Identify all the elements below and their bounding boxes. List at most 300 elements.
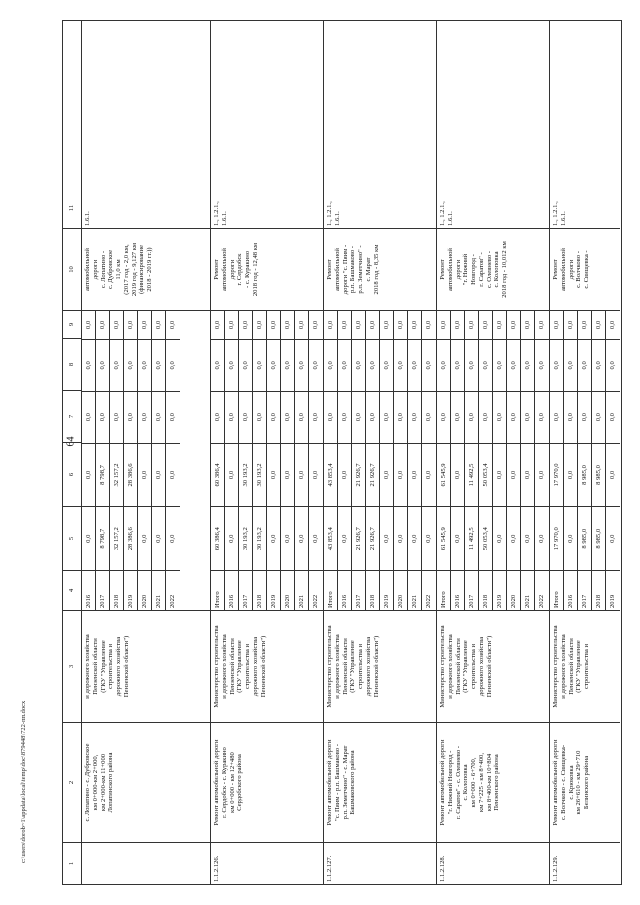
funding-year-row [479,311,493,610]
year-cell: Итого [324,570,337,610]
year-cell: 2018 [479,570,492,610]
column-number-header [63,21,82,884]
other-sources-cell: 0,0 [523,320,531,330]
other-sources-cell: 0,0 [283,320,291,330]
other-sources-cell: 0,0 [154,320,162,330]
other-sources-cell: 0,0 [340,320,348,330]
federal-budget-cell: 0,0 [422,391,436,443]
total-amount-cell: 0,0 [408,506,421,570]
activity-name-cell: Ремонт автомобильной дороги с. Волчково - с. Свищевка- с. Крюковка км 26+610 - км 29+710 Белинского района [550,722,620,842]
year-cell: 2019 [493,570,506,610]
regional-budget-cell: 0,0 [380,443,393,507]
year-cell: 2019 [267,570,280,610]
federal-budget-cell: 0,0 [338,391,351,443]
regional-budget-cell: 0,0 [606,443,620,507]
federal-budget-cell: 0,0 [211,391,224,443]
indicator-reference-cell: 1., 1.2.1., 1.6.1. [326,201,341,226]
program-table [62,20,622,885]
year-cell: 2019 [124,570,137,610]
column-header: 2 [63,722,81,842]
funding-year-row [352,311,366,610]
document-file-path: c:\users\dorob~1\appdata\local\temp\doc\879448\722-пп.docx [20,700,27,863]
column-header: 10 [63,228,81,310]
funding-year-row [211,311,225,610]
funding-year-row [366,311,380,610]
year-cell: 2018 [592,570,605,610]
local-budget-cell: 0,0 [225,339,238,391]
funding-by-year-block [211,310,323,610]
other-sources-cell: 0,0 [552,320,560,330]
total-amount-cell: 8 985,0 [578,506,591,570]
year-cell: 2018 [366,570,379,610]
page-number: 64 [65,436,77,447]
local-budget-cell: 0,0 [592,339,605,391]
regional-budget-cell: 30 193,2 [239,443,252,507]
local-budget-cell: 0,0 [422,339,436,391]
executor-cell: Министерство строительства и дорожного хозяйства Пензенской области (ГКУ "Управление строительства и дорожного хозяйства Пензенской области") [324,610,436,722]
local-budget-cell: 0,0 [550,339,563,391]
funding-year-row [507,311,521,610]
regional-budget-cell: 11 492,5 [465,443,478,507]
local-budget-cell: 0,0 [380,339,393,391]
funding-year-row [521,311,535,610]
year-cell: 2018 [110,570,123,610]
total-amount-cell: 0,0 [82,506,95,570]
regional-budget-cell: 8 798,7 [96,443,109,507]
regional-budget-cell: 0,0 [281,443,294,507]
federal-budget-cell: 0,0 [408,391,421,443]
regional-budget-cell: 32 157,2 [110,443,123,507]
executor-cell: Министерство строительства и дорожного хозяйства Пензенской области (ГКУ "Управление строительства и дорожного хозяйства Пензенской области") [437,610,549,722]
total-amount-cell: 0,0 [295,506,308,570]
year-cell: Итого [211,570,224,610]
total-amount-cell: 43 853,4 [324,506,337,570]
federal-budget-cell: 0,0 [166,391,180,443]
indicator-reference-cell: 1.6.1. [84,211,91,226]
other-sources-cell: 0,0 [98,320,106,330]
regional-budget-cell: 61 545,9 [437,443,450,507]
year-cell: 2022 [309,570,323,610]
total-amount-cell: 0,0 [380,506,393,570]
year-cell: 2021 [408,570,421,610]
indicator-reference-cell: 1., 1.2.1., 1.6.1. [552,201,567,226]
funding-year-row [550,311,564,610]
funding-year-row [408,311,422,610]
expected-result-cell: Ремонт автомобильной дороги с. Волчково - с. Свищевка - [550,228,620,310]
federal-budget-cell: 0,0 [309,391,323,443]
local-budget-cell: 0,0 [324,339,337,391]
local-budget-cell: 0,0 [152,339,165,391]
federal-budget-cell: 0,0 [394,391,407,443]
column-header: 5 [63,506,81,570]
regional-budget-cell: 0,0 [338,443,351,507]
local-budget-cell: 0,0 [110,339,123,391]
column-header: 1 [63,842,81,884]
funding-year-row [267,311,281,610]
activity-name-cell: Ремонт автомобильной дороги г. Сердобск - с. Куракино км 0+000 - км 12+480 Сердобского района [211,722,323,842]
other-sources-cell: 0,0 [241,320,249,330]
other-sources-cell: 0,0 [140,320,148,330]
funding-year-row [253,311,267,610]
federal-budget-cell: 0,0 [253,391,266,443]
local-budget-cell: 0,0 [253,339,266,391]
funding-year-row [124,311,138,610]
local-budget-cell: 0,0 [281,339,294,391]
other-sources-cell: 0,0 [509,320,517,330]
table-row [211,21,324,884]
local-budget-cell: 0,0 [366,339,379,391]
local-budget-cell: 0,0 [507,339,520,391]
federal-budget-cell: 0,0 [324,391,337,443]
total-amount-cell: 0,0 [422,506,436,570]
total-amount-cell: 30 193,2 [253,506,266,570]
activity-name-cell: Ремонт автомобильной дороги "с. Пяим - р.п. Башмаково - р.п. Земетчино" - с. Марат Башмаковского района [324,722,436,842]
regional-budget-cell: 0,0 [225,443,238,507]
total-amount-cell: 0,0 [493,506,506,570]
federal-budget-cell: 0,0 [352,391,365,443]
federal-budget-cell: 0,0 [96,391,109,443]
year-cell: 2016 [338,570,351,610]
column-header: 4 [63,570,81,610]
item-number-cell [82,842,210,884]
column-header: 9 [63,310,81,338]
local-budget-cell: 0,0 [138,339,151,391]
total-amount-cell: 0,0 [451,506,464,570]
other-sources-cell: 0,0 [382,320,390,330]
total-amount-cell: 61 545,9 [437,506,450,570]
total-amount-cell: 0,0 [152,506,165,570]
other-sources-cell: 0,0 [609,320,617,330]
local-budget-cell: 0,0 [166,339,180,391]
funding-year-row [451,311,465,610]
year-cell: 2021 [521,570,534,610]
total-amount-cell: 17 970,0 [550,506,563,570]
total-amount-cell: 8 798,7 [96,506,109,570]
federal-budget-cell: 0,0 [535,391,549,443]
local-budget-cell: 0,0 [479,339,492,391]
federal-budget-cell: 0,0 [578,391,591,443]
other-sources-cell: 0,0 [425,320,433,330]
total-amount-cell: 0,0 [507,506,520,570]
funding-year-row [338,311,352,610]
year-cell: 2017 [239,570,252,610]
total-amount-cell: 60 386,4 [211,506,224,570]
funding-year-row [96,311,110,610]
local-budget-cell: 0,0 [338,339,351,391]
funding-year-row [578,311,592,610]
local-budget-cell: 0,0 [493,339,506,391]
funding-year-row [82,311,96,610]
table-row [550,21,620,884]
year-cell: 2016 [225,570,238,610]
year-cell: 2019 [606,570,620,610]
regional-budget-cell: 0,0 [394,443,407,507]
other-sources-cell: 0,0 [255,320,263,330]
total-amount-cell: 50 053,4 [479,506,492,570]
year-cell: 2017 [578,570,591,610]
table-row [324,21,437,884]
funding-year-row [394,311,408,610]
other-sources-cell: 0,0 [312,320,320,330]
year-cell: 2020 [394,570,407,610]
funding-year-row [324,311,338,610]
other-sources-cell: 0,0 [227,320,235,330]
activity-name-cell: с. Лопатино - с. Дубровское км 0+000-км 2+000, км 2+000-км 11+000 Лопатинского района [82,722,210,842]
table-body [82,21,620,884]
year-cell: 2020 [507,570,520,610]
other-sources-cell: 0,0 [213,320,221,330]
local-budget-cell: 0,0 [535,339,549,391]
other-sources-cell: 0,0 [354,320,362,330]
total-amount-cell: 21 926,7 [352,506,365,570]
year-cell: 2020 [138,570,151,610]
federal-budget-cell: 0,0 [451,391,464,443]
total-amount-cell: 21 926,7 [366,506,379,570]
year-cell: 2020 [281,570,294,610]
federal-budget-cell: 0,0 [521,391,534,443]
total-amount-cell: 0,0 [394,506,407,570]
funding-by-year-block [437,310,549,610]
year-cell: 2022 [166,570,180,610]
regional-budget-cell: 21 926,7 [366,443,379,507]
funding-year-row [535,311,549,610]
indicator-reference-cell: 1., 1.2.1., 1.6.1. [213,201,228,226]
federal-budget-cell: 0,0 [380,391,393,443]
regional-budget-cell: 28 386,6 [124,443,137,507]
year-cell: 2017 [352,570,365,610]
executor-cell: и дорожного хозяйства Пензенской области (ГКУ "Управление строительства и дорожного хозяйства Пензенской области") [82,610,210,722]
expected-result-cell: Ремонт автомобильной дороги "г. Нижний Новгород - г. Саратов" - с. Олевнево - с. Колоповка 2018 год - 10,012 км [437,228,549,310]
funding-year-row [110,311,124,610]
regional-budget-cell: 0,0 [295,443,308,507]
total-amount-cell: 0,0 [267,506,280,570]
regional-budget-cell: 0,0 [408,443,421,507]
year-cell: 2017 [96,570,109,610]
regional-budget-cell: 0,0 [309,443,323,507]
federal-budget-cell: 0,0 [366,391,379,443]
other-sources-cell: 0,0 [538,320,546,330]
funding-year-row [239,311,253,610]
regional-budget-cell: 21 926,7 [352,443,365,507]
federal-budget-cell: 0,0 [465,391,478,443]
funding-by-year-block [324,310,436,610]
total-amount-cell: 0,0 [281,506,294,570]
year-cell: 2016 [82,570,95,610]
federal-budget-cell: 0,0 [606,391,620,443]
total-amount-cell: 8 985,0 [592,506,605,570]
federal-budget-cell: 0,0 [124,391,137,443]
regional-budget-cell: 0,0 [138,443,151,507]
total-amount-cell: 30 193,2 [239,506,252,570]
total-amount-cell: 28 386,6 [124,506,137,570]
other-sources-cell: 0,0 [368,320,376,330]
funding-by-year-block [550,310,620,610]
federal-budget-cell: 0,0 [564,391,577,443]
other-sources-cell: 0,0 [396,320,404,330]
year-cell: Итого [550,570,563,610]
other-sources-cell: 0,0 [297,320,305,330]
rotated-table-viewport [62,20,622,885]
total-amount-cell: 0,0 [606,506,620,570]
year-cell: 2016 [564,570,577,610]
item-number-cell: 1.1.2.126. [211,842,323,884]
total-amount-cell: 0,0 [521,506,534,570]
regional-budget-cell: 0,0 [267,443,280,507]
regional-budget-cell: 60 386,4 [211,443,224,507]
total-amount-cell: 0,0 [338,506,351,570]
local-budget-cell: 0,0 [408,339,421,391]
funding-year-row [281,311,295,610]
regional-budget-cell: 43 853,4 [324,443,337,507]
federal-budget-cell: 0,0 [82,391,95,443]
local-budget-cell: 0,0 [309,339,323,391]
total-amount-cell: 32 157,2 [110,506,123,570]
regional-budget-cell: 30 193,2 [253,443,266,507]
other-sources-cell: 0,0 [453,320,461,330]
regional-budget-cell: 0,0 [535,443,549,507]
year-cell: 2022 [422,570,436,610]
other-sources-cell: 0,0 [269,320,277,330]
activity-name-cell: Ремонт автомобильной дороги "г. Нижний Новгород - г. Саратов" - с. Олевнево - с. Колоповка км 0+000 - 6+700, км 7+225 - км 8+400, км 8+400-км 10+804 Пензенского района [437,722,549,842]
funding-year-row [437,311,451,610]
local-budget-cell: 0,0 [465,339,478,391]
total-amount-cell: 0,0 [166,506,180,570]
local-budget-cell: 0,0 [437,339,450,391]
regional-budget-cell: 0,0 [422,443,436,507]
funding-year-row [564,311,578,610]
local-budget-cell: 0,0 [451,339,464,391]
regional-budget-cell: 0,0 [152,443,165,507]
federal-budget-cell: 0,0 [437,391,450,443]
year-cell: 2022 [535,570,549,610]
year-cell: 2018 [253,570,266,610]
federal-budget-cell: 0,0 [225,391,238,443]
funding-year-row [166,311,180,610]
local-budget-cell: 0,0 [578,339,591,391]
local-budget-cell: 0,0 [82,339,95,391]
year-cell: 2017 [465,570,478,610]
item-number-cell: 1.1.2.129. [550,842,620,884]
funding-year-row [592,311,606,610]
funding-year-row [152,311,166,610]
funding-year-row [606,311,620,610]
column-header: 8 [63,338,81,390]
total-amount-cell: 0,0 [564,506,577,570]
federal-budget-cell: 0,0 [267,391,280,443]
table-row [437,21,550,884]
regional-budget-cell: 8 985,0 [592,443,605,507]
total-amount-cell: 0,0 [225,506,238,570]
expected-result-cell: Ремонт автомобильной дороги "с. Пяим - р.п. Башмаково - р.п. Земетчино" - с. Марат 2018 год - 8,35 км [324,228,436,310]
executor-cell: Министерство строительства и дорожного хозяйства Пензенской области (ГКУ "Управление строительства и дорожного хозяйства Пензенской области") [211,610,323,722]
indicator-reference-cell: 1., 1.2.1., 1.6.1. [439,201,454,226]
federal-budget-cell: 0,0 [110,391,123,443]
federal-budget-cell: 0,0 [239,391,252,443]
other-sources-cell: 0,0 [566,320,574,330]
funding-year-row [380,311,394,610]
federal-budget-cell: 0,0 [507,391,520,443]
federal-budget-cell: 0,0 [281,391,294,443]
local-budget-cell: 0,0 [606,339,620,391]
local-budget-cell: 0,0 [211,339,224,391]
total-amount-cell: 0,0 [309,506,323,570]
other-sources-cell: 0,0 [467,320,475,330]
federal-budget-cell: 0,0 [592,391,605,443]
executor-cell: Министерство строительства и дорожного хозяйства Пензенской области (ГКУ "Управление строительства и [550,610,620,722]
local-budget-cell: 0,0 [124,339,137,391]
column-header: 3 [63,610,81,722]
federal-budget-cell: 0,0 [138,391,151,443]
regional-budget-cell: 0,0 [451,443,464,507]
regional-budget-cell: 0,0 [166,443,180,507]
expected-result-cell: Ремонт автомобильной дороги г. Сердобск - с. Куракино 2018 год - 12,48 км [211,228,323,310]
regional-budget-cell: 8 985,0 [578,443,591,507]
local-budget-cell: 0,0 [521,339,534,391]
regional-budget-cell: 0,0 [82,443,95,507]
local-budget-cell: 0,0 [96,339,109,391]
funding-year-row [465,311,479,610]
regional-budget-cell: 0,0 [521,443,534,507]
other-sources-cell: 0,0 [410,320,418,330]
other-sources-cell: 0,0 [495,320,503,330]
other-sources-cell: 0,0 [580,320,588,330]
total-amount-cell: 11 492,5 [465,506,478,570]
year-cell: 2021 [152,570,165,610]
other-sources-cell: 0,0 [112,320,120,330]
local-budget-cell: 0,0 [352,339,365,391]
column-header: 6 [63,442,81,506]
other-sources-cell: 0,0 [169,320,177,330]
federal-budget-cell: 0,0 [295,391,308,443]
federal-budget-cell: 0,0 [493,391,506,443]
local-budget-cell: 0,0 [267,339,280,391]
local-budget-cell: 0,0 [239,339,252,391]
other-sources-cell: 0,0 [326,320,334,330]
column-header: 7 [63,390,81,442]
federal-budget-cell: 0,0 [152,391,165,443]
federal-budget-cell: 0,0 [479,391,492,443]
funding-by-year-block [82,310,210,610]
regional-budget-cell: 0,0 [564,443,577,507]
year-cell: 2019 [380,570,393,610]
regional-budget-cell: 50 053,4 [479,443,492,507]
other-sources-cell: 0,0 [84,320,92,330]
expected-result-cell: автомобильной дороги с. Лопатино - с. Дубровское 11,0 км (2017 год - 2,0 км, 2019 год - 9,127 км (финансирование 2018 - 2019 гг.)) [82,228,210,310]
regional-budget-cell: 0,0 [493,443,506,507]
table-row [82,21,211,884]
other-sources-cell: 0,0 [439,320,447,330]
other-sources-cell: 0,0 [481,320,489,330]
local-budget-cell: 0,0 [295,339,308,391]
local-budget-cell: 0,0 [564,339,577,391]
funding-year-row [493,311,507,610]
funding-year-row [295,311,309,610]
item-number-cell: 1.1.2.128. [437,842,549,884]
funding-year-row [225,311,239,610]
column-header: 11 [68,204,76,212]
other-sources-cell: 0,0 [126,320,134,330]
total-amount-cell: 0,0 [138,506,151,570]
federal-budget-cell: 0,0 [550,391,563,443]
local-budget-cell: 0,0 [394,339,407,391]
funding-year-row [138,311,152,610]
item-number-cell: 1.1.2.127. [324,842,436,884]
funding-year-row [309,311,323,610]
total-amount-cell: 0,0 [535,506,549,570]
regional-budget-cell: 17 970,0 [550,443,563,507]
year-cell: 2021 [295,570,308,610]
year-cell: Итого [437,570,450,610]
